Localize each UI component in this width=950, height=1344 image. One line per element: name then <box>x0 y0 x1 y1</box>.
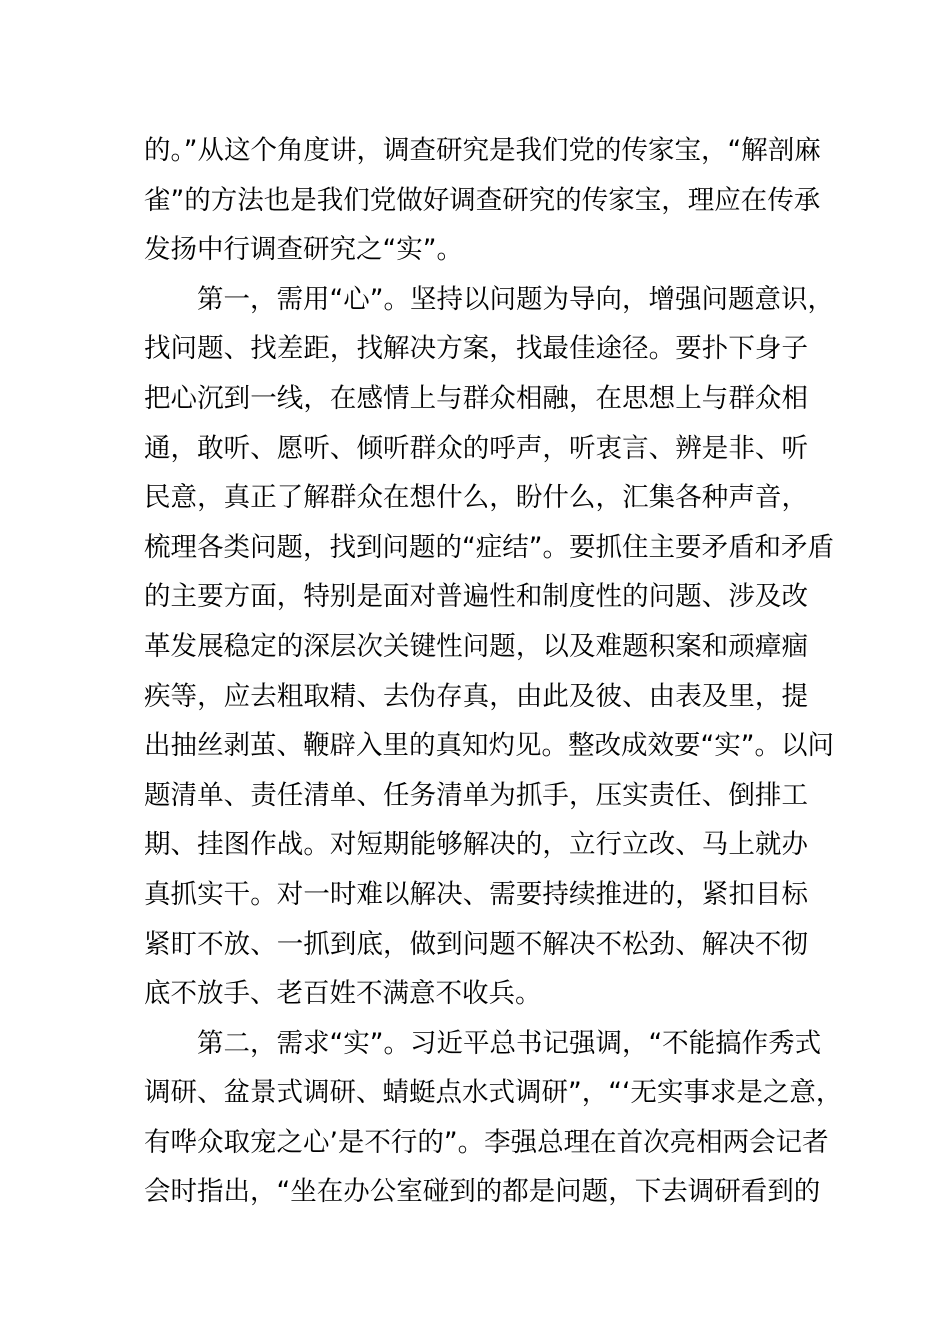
text-line: 雀”的方法也是我们党做好调查研究的传家宝，理应在传承 <box>144 184 821 216</box>
text-line: 发扬中行调查研究之“实”。 <box>144 234 463 266</box>
text-line: 真抓实干。对一时难以解决、需要持续推进的，紧扣目标 <box>144 878 808 910</box>
paragraph-first-line: 第二，需求“实”。习近平总书记强调，“不能搞作秀式 <box>197 1027 822 1059</box>
text-line: 紧盯不放、一抓到底，做到问题不解决不松劲、解决不彻 <box>144 928 808 960</box>
paragraph-first-line: 第一，需用“心”。坚持以问题为导向，增强问题意识， <box>197 283 834 315</box>
text-line: 调研、盆景式调研、蜻蜓点水式调研”，“‘无实事求是之意， <box>144 1077 843 1109</box>
text-line: 题清单、责任清单、任务清单为抓手，压实责任、倒排工 <box>144 779 808 811</box>
text-line: 把心沉到一线，在感情上与群众相融，在思想上与群众相 <box>144 382 808 414</box>
text-line: 会时指出，“坐在办公室碰到的都是问题，下去调研看到的 <box>144 1176 821 1208</box>
text-line: 底不放手、老百姓不满意不收兵。 <box>144 978 542 1010</box>
text-line: 梳理各类问题，找到问题的“症结”。要抓住主要矛盾和矛盾 <box>144 531 834 563</box>
text-line: 出抽丝剥茧、鞭辟入里的真知灼见。整改成效要“实”。以问 <box>144 730 834 762</box>
text-line: 有哗众取宠之心’是不行的”。李强总理在首次亮相两会记者 <box>144 1126 829 1158</box>
text-line: 的。”从这个角度讲，调查研究是我们党的传家宝，“解剖麻 <box>144 135 821 166</box>
text-line: 疾等，应去粗取精、去伪存真，由此及彼、由表及里，提 <box>144 680 808 712</box>
text-line: 通，敢听、愿听、倾听群众的呼声，听衷言、辨是非、听 <box>144 432 808 464</box>
text-line: 期、挂图作战。对短期能够解决的，立行立改、马上就办 <box>144 829 808 861</box>
text-line: 的主要方面，特别是面对普遍性和制度性的问题、涉及改 <box>144 581 808 613</box>
text-line: 革发展稳定的深层次关键性问题，以及难题积案和顽瘴痼 <box>144 630 808 662</box>
body-text <box>144 126 843 1217</box>
text-line: 民意，真正了解群众在想什么，盼什么，汇集各种声音， <box>144 482 808 514</box>
text-line: 找问题、找差距，找解决方案，找最佳途径。要扑下身子 <box>144 333 808 365</box>
